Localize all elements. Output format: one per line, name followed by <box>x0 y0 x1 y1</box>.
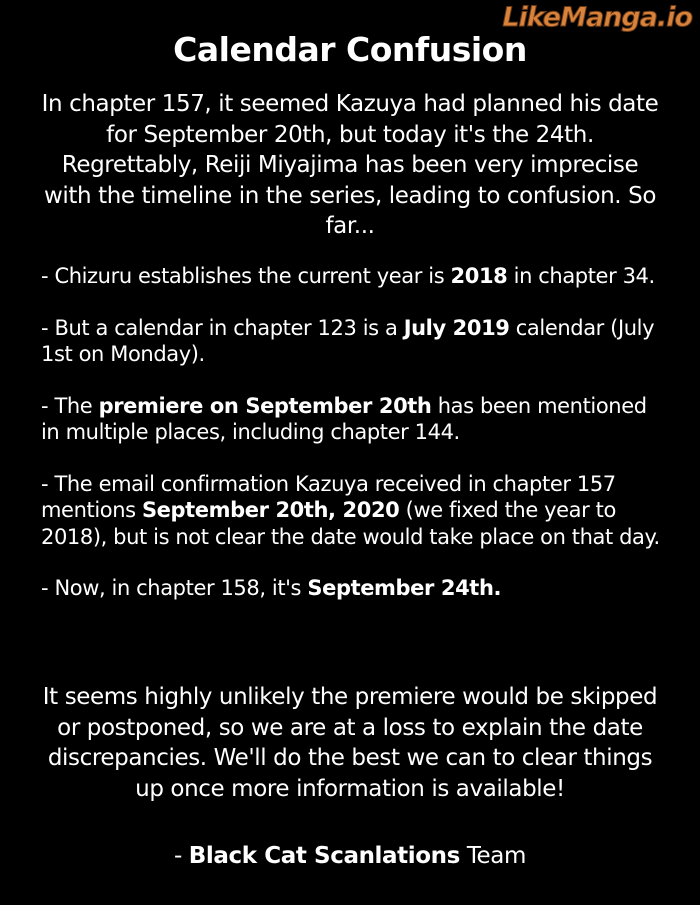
fact-item <box>41 471 661 551</box>
signature-group-name: Black Cat Scanlations <box>188 843 460 869</box>
signature <box>0 843 700 869</box>
fact-text: calendar (July 1st on Monday). <box>41 315 655 366</box>
fact-highlight: 2018 <box>450 264 508 288</box>
fact-text: - The email confirmation Kazuya received in chapter 157 mentions <box>41 471 616 522</box>
fact-item <box>41 393 661 446</box>
facts-list <box>41 263 661 627</box>
signature-suffix: Team <box>459 843 527 869</box>
fact-text: - The <box>41 393 99 418</box>
signature-prefix: - <box>173 843 189 869</box>
fact-item <box>41 263 661 290</box>
fact-text: - But a calendar in chapter 123 is a <box>41 315 404 340</box>
fact-text: in chapter 34. <box>507 264 655 288</box>
fact-highlight: premiere on September 20th <box>98 393 432 418</box>
intro-paragraph: In chapter 157, it seemed Kazuya had planned his date for September 20th, but today it's the 24th. Regrettably, Reiji Miyajima has been very imprecise with the timeline in the series, leading to confusion. So far... <box>41 91 659 239</box>
fact-text: - Now, in chapter 158, it's <box>41 576 308 600</box>
fact-highlight: September 24th. <box>307 576 502 600</box>
fact-highlight: July 2019 <box>403 315 510 340</box>
outro-paragraph: It seems highly unlikely the premiere would be skipped or postponed, so we are at a loss to explain the date discrepancies. We'll do the best we can to clear things up once more information is available! <box>42 684 658 802</box>
fact-text: (we fixed the year to 2018), but is not clear the date would take place on that day. <box>41 498 660 549</box>
site-watermark-logo: LikeManga.io <box>502 2 692 33</box>
page-title: Calendar Confusion <box>173 30 527 69</box>
fact-item <box>41 315 661 368</box>
fact-text: - Chizuru establishes the current year is <box>41 264 451 288</box>
fact-highlight: September 20th, 2020 <box>141 498 400 522</box>
fact-text: has been mentioned in multiple places, including chapter 144. <box>41 393 647 444</box>
fact-item <box>41 575 661 602</box>
